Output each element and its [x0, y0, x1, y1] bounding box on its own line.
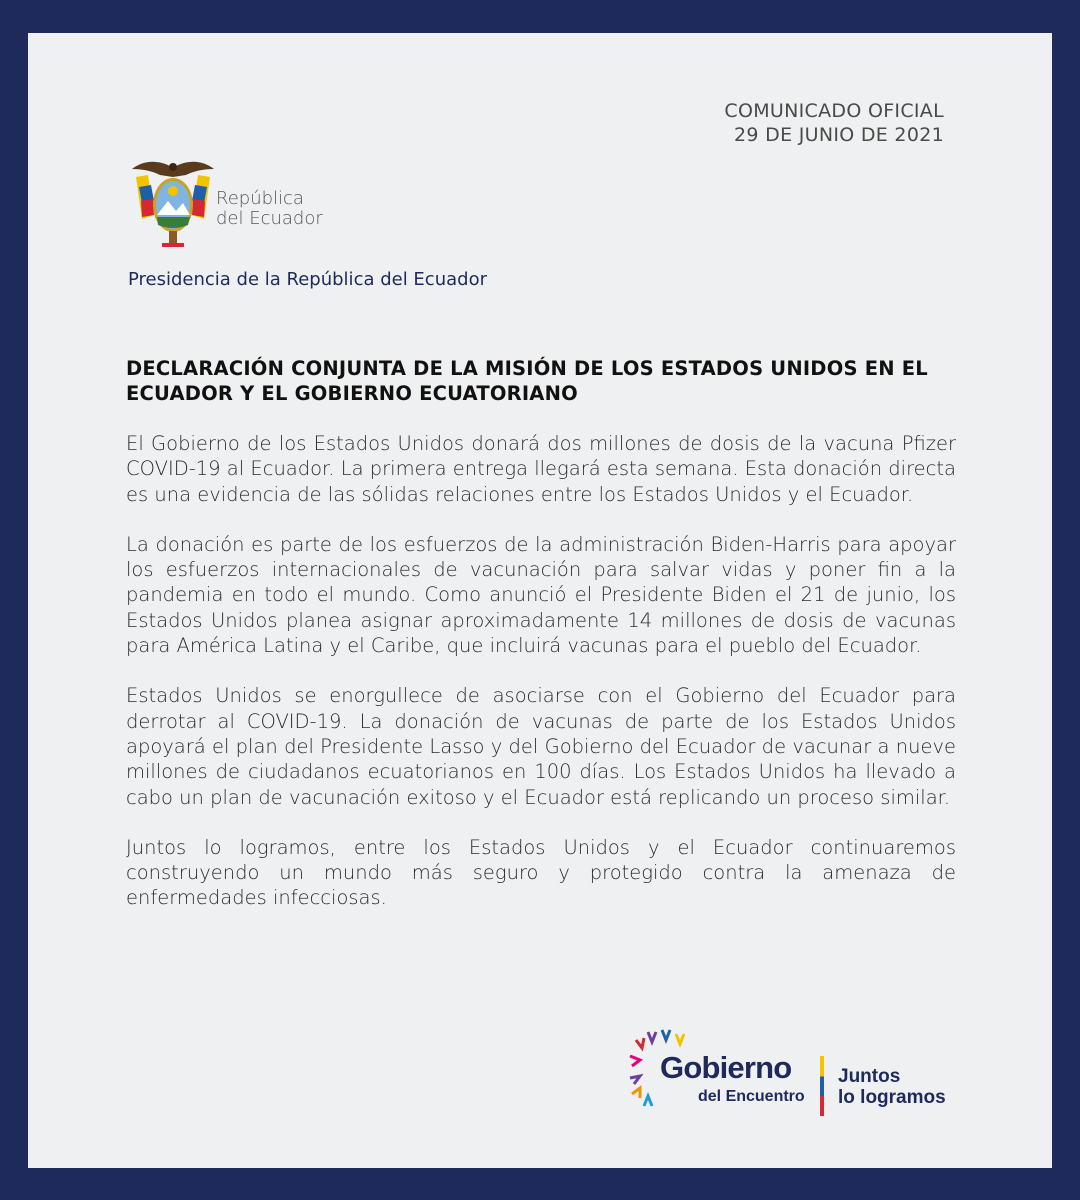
- paragraph: La donación es parte de los esfuerzos de la administración Biden-Harris para apoyar los esfuerzos internacionales de vacunación para salvar vidas y poner fin a la pandemia en todo el mundo. Como anunció el Presidente Biden el 21 de junio, los Estados Unidos planea asignar aproximadamente 14 millones de dosis de vacunas para América Latina y el Caribe, que incluirá vacunas para el pueblo del Ecuador.: [126, 532, 956, 658]
- logo-wordmark: Gobierno: [660, 1050, 792, 1085]
- document-page: [28, 33, 1052, 1168]
- coat-of-arms-icon: [128, 155, 218, 253]
- republic-name: República del Ecuador: [216, 188, 323, 229]
- logo-slogan: Juntos lo logramos: [838, 1066, 946, 1108]
- document-header: [724, 99, 944, 147]
- paragraph: Estados Unidos se enorgullece de asociarse con el Gobierno del Ecuador para derrotar al COVID-19. La donación de vacunas de parte de los Estados Unidos apoyará el plan del Presidente Lasso y del Gobierno del Ecuador de vacunar a nueve millones de ciudadanos ecuatorianos en 100 días. Los Estados Unidos ha llevado a cabo un plan de vacunación exitoso y el Ecuador está replicando un proceso similar.: [126, 684, 956, 809]
- logo-subword: del Encuentro: [698, 1088, 805, 1105]
- gobierno-del-encuentro-logo: [628, 1028, 968, 1123]
- document-type: COMUNICADO OFICIAL: [724, 100, 944, 122]
- logo-divider: [820, 1056, 824, 1116]
- statement-title: DECLARACIÓN CONJUNTA DE LA MISIÓN DE LOS ESTADOS UNIDOS EN EL ECUADOR Y EL GOBIERNO ECUATORIANO: [126, 357, 928, 405]
- document-date: 29 DE JUNIO DE 2021: [734, 124, 944, 146]
- paragraph: Juntos lo logramos, entre los Estados Unidos y el Ecuador continuaremos construyendo un mundo más seguro y protegido contra la amenaza de enfermedades infecciosas.: [126, 835, 956, 910]
- presidency-label: Presidencia de la República del Ecuador: [128, 269, 487, 290]
- statement-body: [126, 431, 956, 936]
- paragraph: El Gobierno de los Estados Unidos donará dos millones de dosis de la vacuna Pfizer COVID-19 al Ecuador. La primera entrega llegará esta semana. Esta donación directa es una evidencia de las sólidas relaciones entre los Estados Unidos y el Ecuador.: [126, 432, 956, 506]
